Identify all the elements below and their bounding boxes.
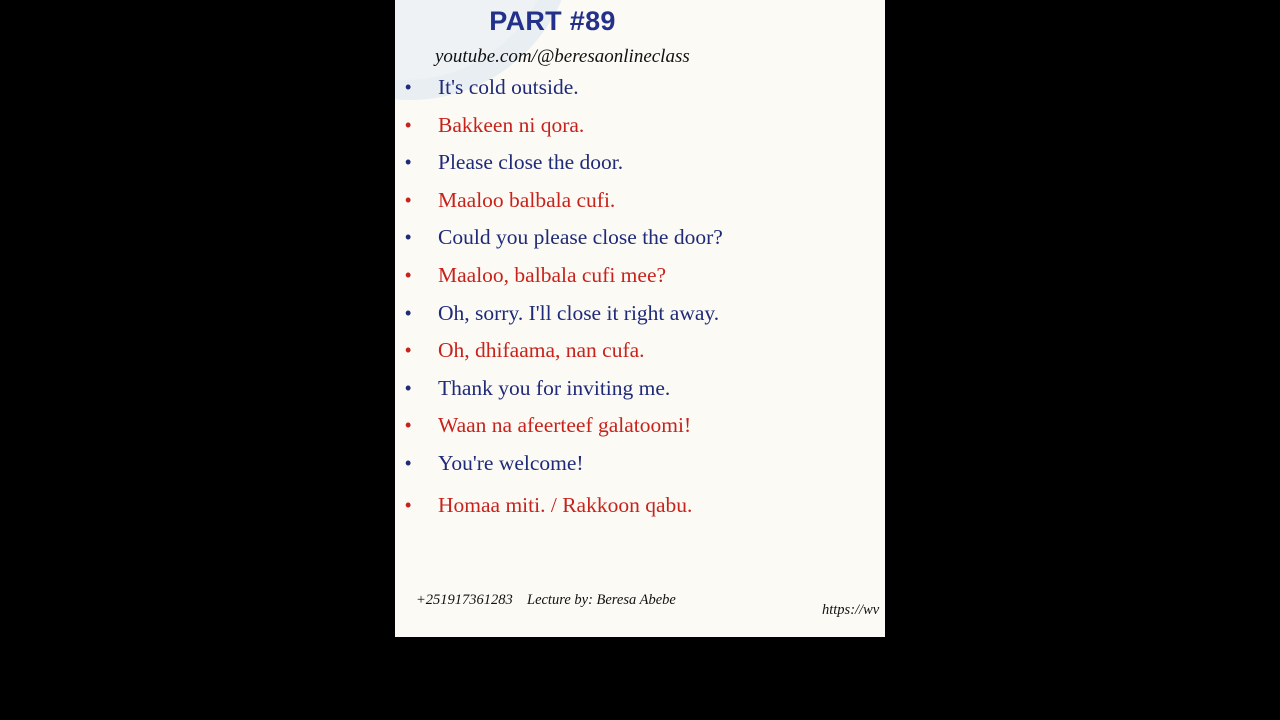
phrase-item-oromo: [395, 260, 875, 290]
bullet-icon: •: [405, 265, 412, 285]
phrase-item-oromo: [395, 490, 875, 520]
bullet-icon: •: [405, 378, 412, 398]
bullet-icon: •: [405, 152, 412, 172]
footer-phone: +251917361283: [416, 592, 513, 608]
bullet-icon: •: [405, 77, 412, 97]
footer-url: https://wv: [822, 602, 880, 618]
phrase-item-english: [395, 373, 875, 403]
bullet-icon: •: [405, 303, 412, 323]
channel-link-text: youtube.com/@beresaonlineclass: [435, 46, 690, 67]
phrase-item-english: [395, 298, 875, 328]
phrase-text: Thank you for inviting me.: [438, 376, 671, 400]
bullet-icon: •: [405, 115, 412, 135]
phrase-text: Maaloo balbala cufi.: [438, 188, 616, 212]
phrase-item-oromo: [395, 185, 875, 215]
lesson-slide: [395, 0, 885, 637]
phrase-item-english: [395, 222, 875, 252]
phrase-item-english: [395, 72, 875, 102]
bullet-icon: •: [405, 415, 412, 435]
phrase-item-oromo: [395, 410, 875, 440]
phrase-item-english: [395, 147, 875, 177]
phrase-item-oromo: [395, 110, 875, 140]
phrase-text: It's cold outside.: [438, 75, 579, 99]
phrase-text: Oh, sorry. I'll close it right away.: [438, 301, 720, 325]
bullet-icon: •: [405, 495, 412, 515]
slide-title: PART #89: [489, 6, 616, 36]
phrase-text: Homaa miti. / Rakkoon qabu.: [438, 493, 693, 517]
phrase-item-english: [395, 448, 875, 478]
phrase-text: Could you please close the door?: [438, 225, 723, 249]
phrase-text: Please close the door.: [438, 150, 624, 174]
bullet-icon: •: [405, 190, 412, 210]
phrase-text: You're welcome!: [438, 451, 584, 475]
bullet-icon: •: [405, 227, 412, 247]
phrase-text: Waan na afeerteef galatoomi!: [438, 413, 692, 437]
phrase-item-oromo: [395, 335, 875, 365]
phrase-text: Bakkeen ni qora.: [438, 113, 585, 137]
phrase-text: Maaloo, balbala cufi mee?: [438, 263, 667, 287]
bullet-icon: •: [405, 340, 412, 360]
footer-lecture-credit: Lecture by: Beresa Abebe: [527, 592, 676, 608]
phrase-text: Oh, dhifaama, nan cufa.: [438, 338, 645, 362]
bullet-icon: •: [405, 453, 412, 473]
